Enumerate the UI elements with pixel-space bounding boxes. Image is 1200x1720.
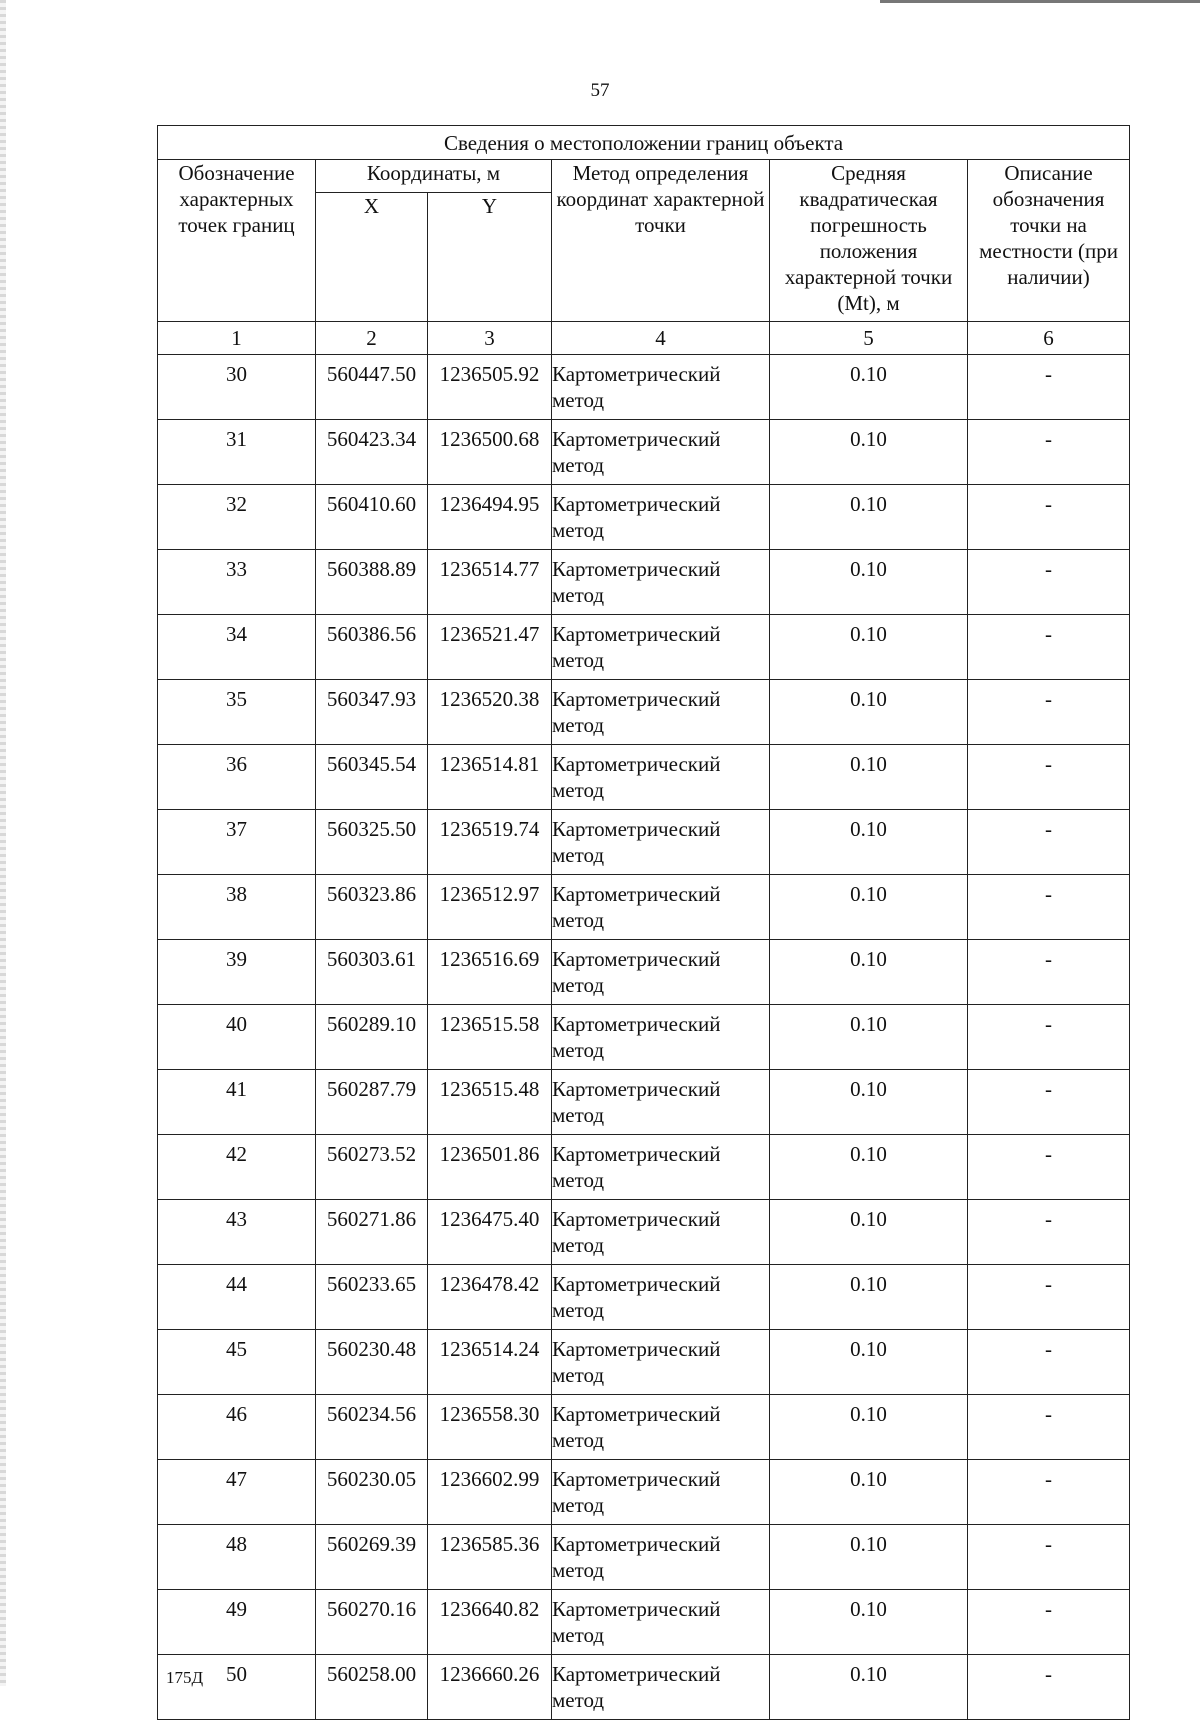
cell-x: 560323.86 [316,875,428,940]
cell-x: 560325.50 [316,810,428,875]
cell-point: 36 [158,745,316,810]
cell-description: - [968,875,1130,940]
cell-description: - [968,1135,1130,1200]
cell-error: 0.10 [770,875,968,940]
table-row [158,1655,1130,1720]
cell-x: 560270.16 [316,1590,428,1655]
cell-y: 1236515.58 [428,1005,552,1070]
cell-point: 47 [158,1460,316,1525]
header-coordinates: Координаты, м [316,160,552,193]
cell-y: 1236521.47 [428,615,552,680]
table-row [158,940,1130,1005]
cell-y: 1236501.86 [428,1135,552,1200]
cell-y: 1236514.81 [428,745,552,810]
table-row [158,1395,1130,1460]
cell-method: Картометрический метод [552,1070,770,1135]
column-number: 5 [770,322,968,355]
table-caption: Сведения о местоположении границ объекта [158,126,1130,160]
cell-point: 50 [158,1655,316,1720]
table-row [158,810,1130,875]
scan-edge-artifact [0,0,6,1686]
header-method: Метод определения координат характерной точки [552,160,770,322]
cell-method: Картометрический метод [552,745,770,810]
cell-y: 1236512.97 [428,875,552,940]
cell-error: 0.10 [770,1135,968,1200]
cell-x: 560303.61 [316,940,428,1005]
cell-description: - [968,1005,1130,1070]
cell-error: 0.10 [770,1330,968,1395]
cell-description: - [968,940,1130,1005]
cell-point: 38 [158,875,316,940]
cell-error: 0.10 [770,680,968,745]
table-row [158,875,1130,940]
cell-point: 40 [158,1005,316,1070]
table-row [158,1135,1130,1200]
cell-description: - [968,680,1130,745]
cell-description: - [968,1200,1130,1265]
table-row [158,1200,1130,1265]
cell-description: - [968,1070,1130,1135]
table-row [158,485,1130,550]
cell-method: Картометрический метод [552,1330,770,1395]
cell-y: 1236558.30 [428,1395,552,1460]
top-rule [880,0,1200,3]
cell-point: 49 [158,1590,316,1655]
cell-error: 0.10 [770,1265,968,1330]
cell-y: 1236514.24 [428,1330,552,1395]
cell-y: 1236660.26 [428,1655,552,1720]
cell-point: 37 [158,810,316,875]
cell-point: 35 [158,680,316,745]
table-row [158,1330,1130,1395]
cell-x: 560230.05 [316,1460,428,1525]
cell-error: 0.10 [770,355,968,420]
cell-error: 0.10 [770,1395,968,1460]
cell-error: 0.10 [770,485,968,550]
cell-error: 0.10 [770,615,968,680]
cell-description: - [968,550,1130,615]
table-row [158,1590,1130,1655]
table-row [158,1070,1130,1135]
cell-error: 0.10 [770,1655,968,1720]
column-number: 6 [968,322,1130,355]
cell-method: Картометрический метод [552,680,770,745]
cell-method: Картометрический метод [552,550,770,615]
cell-method: Картометрический метод [552,485,770,550]
cell-point: 32 [158,485,316,550]
table-row [158,550,1130,615]
cell-error: 0.10 [770,1460,968,1525]
cell-x: 560410.60 [316,485,428,550]
column-number: 1 [158,322,316,355]
cell-x: 560287.79 [316,1070,428,1135]
cell-method: Картометрический метод [552,810,770,875]
table-row [158,1460,1130,1525]
cell-x: 560423.34 [316,420,428,485]
cell-error: 0.10 [770,1590,968,1655]
table-row [158,615,1130,680]
cell-point: 43 [158,1200,316,1265]
cell-method: Картометрический метод [552,1005,770,1070]
cell-x: 560388.89 [316,550,428,615]
cell-y: 1236585.36 [428,1525,552,1590]
cell-error: 0.10 [770,1200,968,1265]
cell-description: - [968,1330,1130,1395]
cell-point: 34 [158,615,316,680]
cell-point: 42 [158,1135,316,1200]
cell-description: - [968,1265,1130,1330]
header-error: Средняя квадратическая погрешность положения характерной точки (Mt), м [770,160,968,322]
column-number: 2 [316,322,428,355]
cell-y: 1236520.38 [428,680,552,745]
cell-x: 560269.39 [316,1525,428,1590]
cell-description: - [968,1525,1130,1590]
cell-point: 45 [158,1330,316,1395]
cell-error: 0.10 [770,810,968,875]
cell-point: 30 [158,355,316,420]
cell-y: 1236516.69 [428,940,552,1005]
header-point: Обозначение характерных точек границ [158,160,316,322]
cell-error: 0.10 [770,1525,968,1590]
cell-method: Картометрический метод [552,615,770,680]
cell-x: 560386.56 [316,615,428,680]
cell-point: 48 [158,1525,316,1590]
cell-method: Картометрический метод [552,1590,770,1655]
cell-description: - [968,355,1130,420]
boundary-coordinates-table [157,125,1130,1720]
cell-method: Картометрический метод [552,1395,770,1460]
cell-x: 560271.86 [316,1200,428,1265]
cell-description: - [968,1655,1130,1720]
cell-error: 0.10 [770,940,968,1005]
header-description: Описание обозначения точки на местности (при наличии) [968,160,1130,322]
cell-y: 1236640.82 [428,1590,552,1655]
cell-x: 560347.93 [316,680,428,745]
cell-error: 0.10 [770,1070,968,1135]
cell-error: 0.10 [770,420,968,485]
cell-method: Картометрический метод [552,875,770,940]
cell-x: 560230.48 [316,1330,428,1395]
cell-x: 560233.65 [316,1265,428,1330]
cell-y: 1236475.40 [428,1200,552,1265]
cell-description: - [968,420,1130,485]
cell-x: 560289.10 [316,1005,428,1070]
cell-x: 560258.00 [316,1655,428,1720]
cell-point: 41 [158,1070,316,1135]
cell-description: - [968,810,1130,875]
cell-description: - [968,615,1130,680]
cell-method: Картометрический метод [552,940,770,1005]
cell-point: 31 [158,420,316,485]
table-row [158,1005,1130,1070]
table-row [158,420,1130,485]
page-number: 57 [590,80,610,101]
cell-method: Картометрический метод [552,1265,770,1330]
cell-method: Картометрический метод [552,420,770,485]
cell-description: - [968,1395,1130,1460]
column-number-row [158,322,1130,355]
cell-error: 0.10 [770,745,968,810]
cell-point: 33 [158,550,316,615]
table-body [158,355,1130,1720]
cell-x: 560234.56 [316,1395,428,1460]
cell-x: 560273.52 [316,1135,428,1200]
cell-y: 1236515.48 [428,1070,552,1135]
cell-description: - [968,1590,1130,1655]
cell-point: 46 [158,1395,316,1460]
column-number: 4 [552,322,770,355]
cell-method: Картометрический метод [552,1525,770,1590]
table-row [158,1265,1130,1330]
cell-description: - [968,745,1130,810]
column-number: 3 [428,322,552,355]
cell-method: Картометрический метод [552,1655,770,1720]
cell-description: - [968,485,1130,550]
cell-y: 1236500.68 [428,420,552,485]
cell-point: 44 [158,1265,316,1330]
cell-y: 1236514.77 [428,550,552,615]
cell-error: 0.10 [770,550,968,615]
cell-method: Картометрический метод [552,1460,770,1525]
table-row [158,355,1130,420]
table-row [158,745,1130,810]
header-x: X [316,193,428,322]
cell-y: 1236602.99 [428,1460,552,1525]
cell-y: 1236505.92 [428,355,552,420]
header-y: Y [428,193,552,322]
cell-error: 0.10 [770,1005,968,1070]
cell-method: Картометрический метод [552,355,770,420]
cell-method: Картометрический метод [552,1135,770,1200]
table-row [158,680,1130,745]
cell-x: 560447.50 [316,355,428,420]
cell-description: - [968,1460,1130,1525]
cell-x: 560345.54 [316,745,428,810]
cell-point: 39 [158,940,316,1005]
cell-y: 1236478.42 [428,1265,552,1330]
cell-y: 1236519.74 [428,810,552,875]
cell-method: Картометрический метод [552,1200,770,1265]
cell-y: 1236494.95 [428,485,552,550]
table-row [158,1525,1130,1590]
footer-code: 175Д [166,1668,204,1687]
